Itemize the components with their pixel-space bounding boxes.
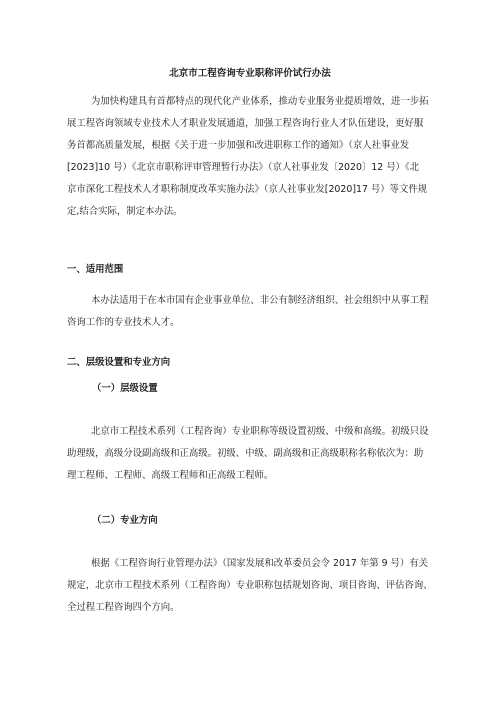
intro-line: [2023]10 号）《北京市职称评审管理暂行办法》（京人社事业发〔2020〕12 号）《北 [67, 162, 420, 173]
intro-line: 展工程咨询领域专业技术人才职业发展通道，加强工程咨询行业人才队伍建设，更好服 [67, 118, 424, 129]
document-title: 北京市工程咨询专业职称评价试行办法 [169, 68, 331, 79]
section-heading-scope: 一、适用范围 [67, 264, 124, 275]
intro-line: 为加快构建具有首都特点的现代化产业体系，推动专业服务业提质增效，进一步拓 [91, 96, 429, 107]
section-heading-levels: 二、层级设置和专业方向 [67, 357, 171, 368]
scope-line: 本办法适用于在本市国有企业事业单位、非公有制经济组织、社会组织中从事工程 [91, 295, 429, 306]
levels-paragraph [67, 421, 433, 487]
subsection-heading-directions: （二）专业方向 [92, 515, 158, 526]
intro-line: 定,结合实际，制定本办法。 [67, 206, 183, 217]
intro-paragraph [67, 91, 433, 223]
scope-paragraph [67, 290, 433, 334]
directions-line: 全过程工程咨询四个方向。 [67, 602, 180, 613]
directions-line: 规定，北京市工程技术系列（工程咨询）专业职称包括规划咨询、项目咨询、评估咨询、 [67, 580, 433, 591]
directions-paragraph [67, 553, 433, 619]
intro-line: 务首都高质量发展，根据《关于进一步加强和改进职称工作的通知》（京人社事业发 [67, 140, 410, 151]
levels-line: 北京市工程技术系列（工程咨询）专业职称等级设置初级、中级和高级。初级只设 [91, 426, 429, 437]
scope-line: 咨询工作的专业技术人才。 [67, 317, 180, 328]
levels-line: 理工程师、工程师、高级工程师和正高级工程师。 [67, 470, 274, 481]
subsection-heading-levels: （一）层级设置 [92, 383, 158, 394]
directions-line: 根据《工程咨询行业管理办法》（国家发展和改革委员会令 2017 年第 9 号）有关 [91, 558, 429, 569]
intro-line: 京市深化工程技术人才职称制度改革实施办法》（京人社事业发[2020]17 号）等文件规 [67, 184, 428, 195]
levels-line: 助理级，高级分设副高级和正高级。初级、中级、副高级和正高级职称名称依次为：助 [67, 448, 424, 459]
